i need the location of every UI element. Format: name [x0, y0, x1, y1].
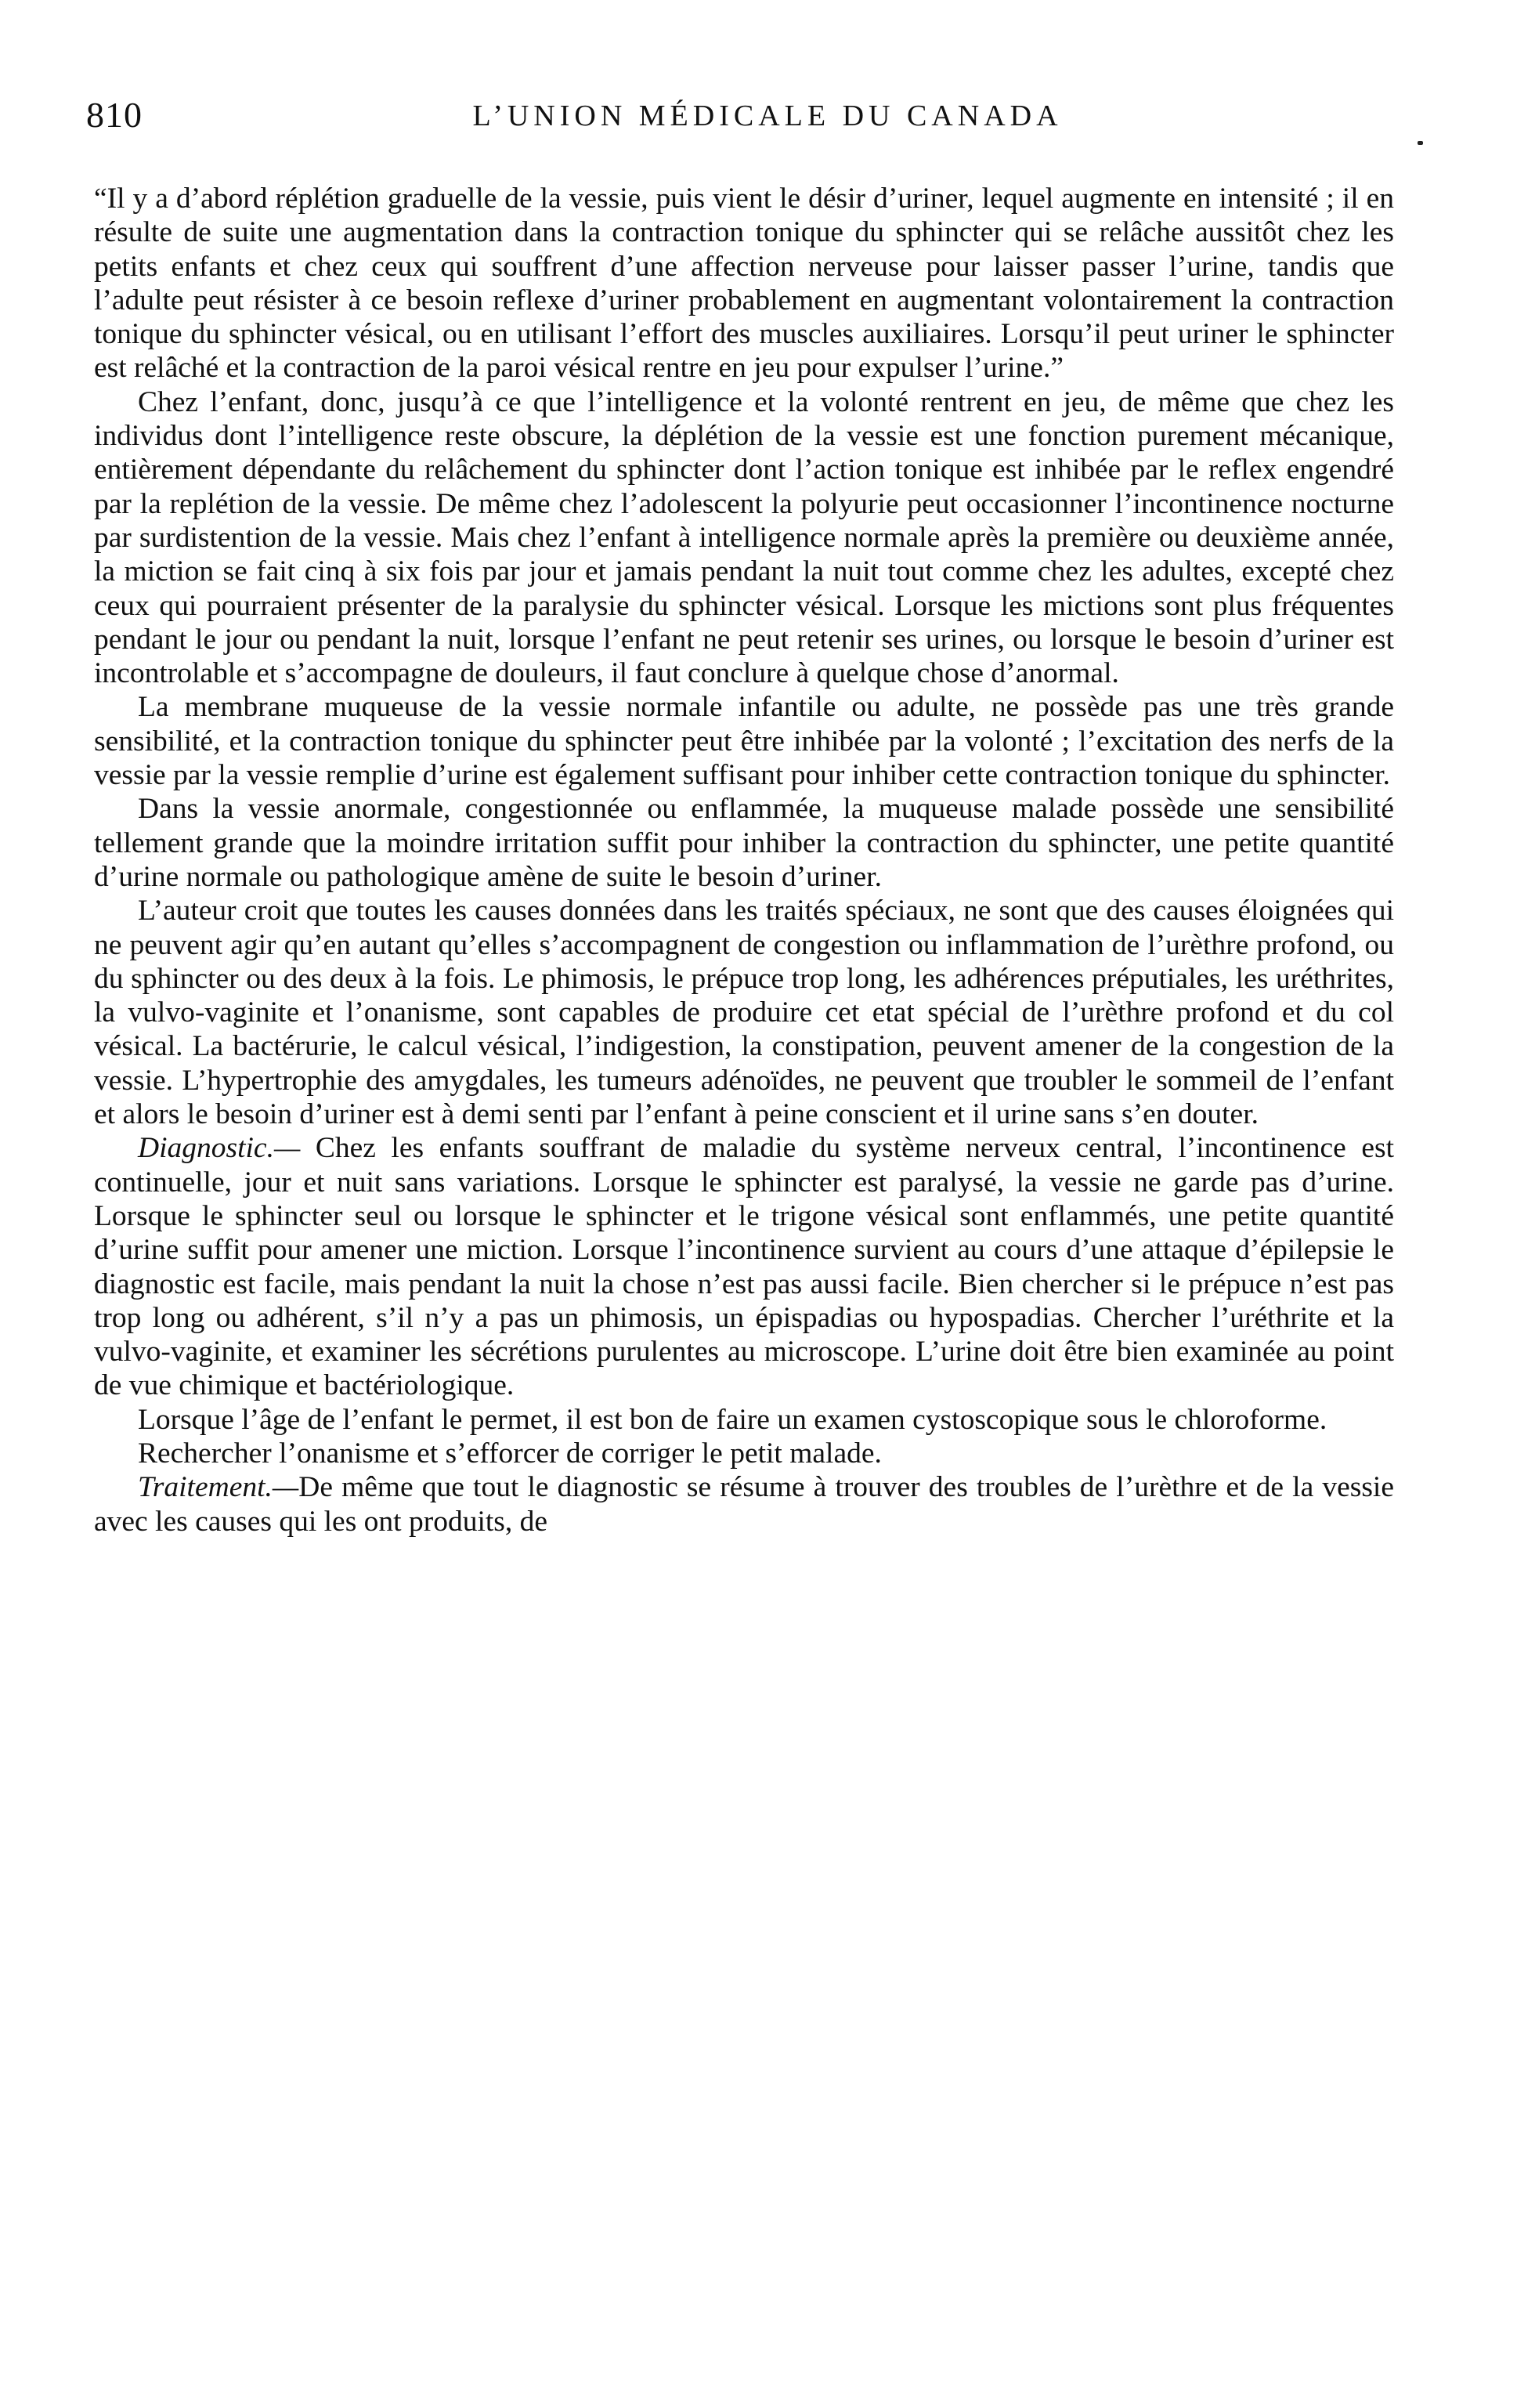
- paragraph: [94, 385, 1394, 691]
- paragraph-text: De même que tout le diagnostic se résume à trouver des troubles de l’urèthre et de la vessie avec les causes qui les ont produits, de: [94, 1471, 1394, 1538]
- running-title: L’UNION MÉDICALE DU CANADA: [472, 99, 1063, 132]
- paragraph-text: Chez les enfants souffrant de maladie du système nerveux central, l’incontinence est continuelle, jour et nuit sans variations. Lorsque le sphincter est paralysé, la vessie ne garde pas d’urine. Lorsque le sphincter seul ou lorsque le sphincter et le trigone vésical sont enflammés, une petite quantité d’urine suffit pour amener une miction. Lorsque l’incontinence survient au cours d’une attaque d’épilepsie le diagnostic est facile, mais pendant la nuit la chose n’est pas aussi facile. Bien chercher si le prépuce n’est pas trop long ou adhérent, s’il n’y a pas un phimosis, un épispadias ou hypospadias. Chercher l’uréthrite et la vulvo-vaginite, et examiner les sécrétions purulentes au microscope. L’urine doit être bien examinée au point de vue chimique et bactériologique.: [94, 1132, 1394, 1402]
- paragraph-text: Dans la vessie anormale, congestionnée ou enflammée, la muqueuse malade possède une sensibilité tellement grande que la moindre irritation suffit pour inhiber la contraction du sphincter, une petite quantité d’urine normale ou pathologique amène de suite le besoin d’uriner.: [94, 793, 1394, 893]
- paragraph-text: L’auteur croit que toutes les causes données dans les traités spéciaux, ne sont que des causes éloignées qui ne peuvent agir qu’en autant qu’elles s’accompagnent de congestion ou inflammation de l’urèthre profond, ou du sphincter ou des deux à la fois. Le phimosis, le prépuce trop long, les adhérences préputiales, les uréthrites, la vulvo-vaginite et l’onanisme, sont capables de produire cet etat spécial de l’urèthre profond et du col vésical. La bactérurie, le calcul vésical, l’indigestion, la constipation, peuvent amener de la congestion de la vessie. L’hypertrophie des amygdales, les tumeurs adénoïdes, ne peuvent que troubler le sommeil de l’enfant et alors le besoin d’uriner est à demi senti par l’enfant à peine conscient et il urine sans s’en douter.: [94, 895, 1394, 1131]
- paragraph-text: “Il y a d’abord réplétion graduelle de la vessie, puis vient le désir d’uriner, lequel augmente en intensité ; il en résulte de suite une augmentation dans la contraction tonique du sphincter qui se relâche aussitôt chez les petits enfants et chez ceux qui souffrent d’une affection nerveuse pour laisser passer l’urine, tandis que l’adulte peut résister à ce besoin reflexe d’uriner probablement en augmentant volontairement la contraction tonique du sphincter vésical, ou en utilisant l’effort des muscles auxiliaires. Lorsqu’il peut uriner le sphincter est relâché et la contraction de la paroi vésical rentre en jeu pour expulser l’urine.”: [94, 183, 1394, 385]
- paragraph-text: Lorsque l’âge de l’enfant le permet, il est bon de faire un examen cystoscopique sous le chloroforme.: [138, 1403, 1327, 1436]
- paragraph-traitement: [94, 1470, 1394, 1538]
- article-body: [94, 182, 1394, 1538]
- paragraph: [94, 792, 1394, 894]
- section-heading-diagnostic: Diagnostic.—: [138, 1132, 301, 1165]
- paragraph-text: Chez l’enfant, donc, jusqu’à ce que l’intelligence et la volonté rentrent en jeu, de même que chez les individus dont l’intelligence reste obscure, la déplétion de la vessie est une fonction purement mécanique, entièrement dépendante du relâchement du sphincter dont l’action tonique est inhibée par le reflex engendré par la replétion de la vessie. De même chez l’adolescent la polyurie peut occasionner l’incontinence nocturne par surdistention de la vessie. Mais chez l’enfant à intelligence normale après la première ou deuxième année, la miction se fait cinq à six fois par jour et jamais pendant la nuit tout comme chez les adultes, excepté chez ceux qui pourraient présenter de la paralysie du sphincter vésical. Lorsque les mictions sont plus fréquentes pendant le jour ou pendant la nuit, lorsque l’enfant ne peut retenir ses urines, ou lorsque le besoin d’uriner est incontrolable et s’accompagne de douleurs, il faut conclure à quelque chose d’anormal.: [94, 385, 1394, 690]
- paragraph-diagnostic: [94, 1131, 1394, 1402]
- paragraph: [94, 894, 1394, 1131]
- page-number: 810: [86, 95, 143, 135]
- scan-speck: [1418, 141, 1423, 145]
- page-header: [86, 94, 1449, 149]
- paragraph-text: La membrane muqueuse de la vessie normale infantile ou adulte, ne possède pas une très grande sensibilité, et la contraction tonique du sphincter peut être inhibée par la volonté ; l’excitation des nerfs de la vessie par la vessie remplie d’urine est également suffisant pour inhiber cette contraction tonique du sphincter.: [94, 691, 1394, 792]
- paragraph: [94, 690, 1394, 792]
- paragraph: [94, 1403, 1394, 1437]
- paragraph-text: Rechercher l’onanisme et s’efforcer de corriger le petit malade.: [138, 1437, 882, 1470]
- paragraph: [94, 1437, 1394, 1470]
- paragraph: [94, 182, 1394, 385]
- section-heading-traitement: Traitement.—: [138, 1471, 299, 1504]
